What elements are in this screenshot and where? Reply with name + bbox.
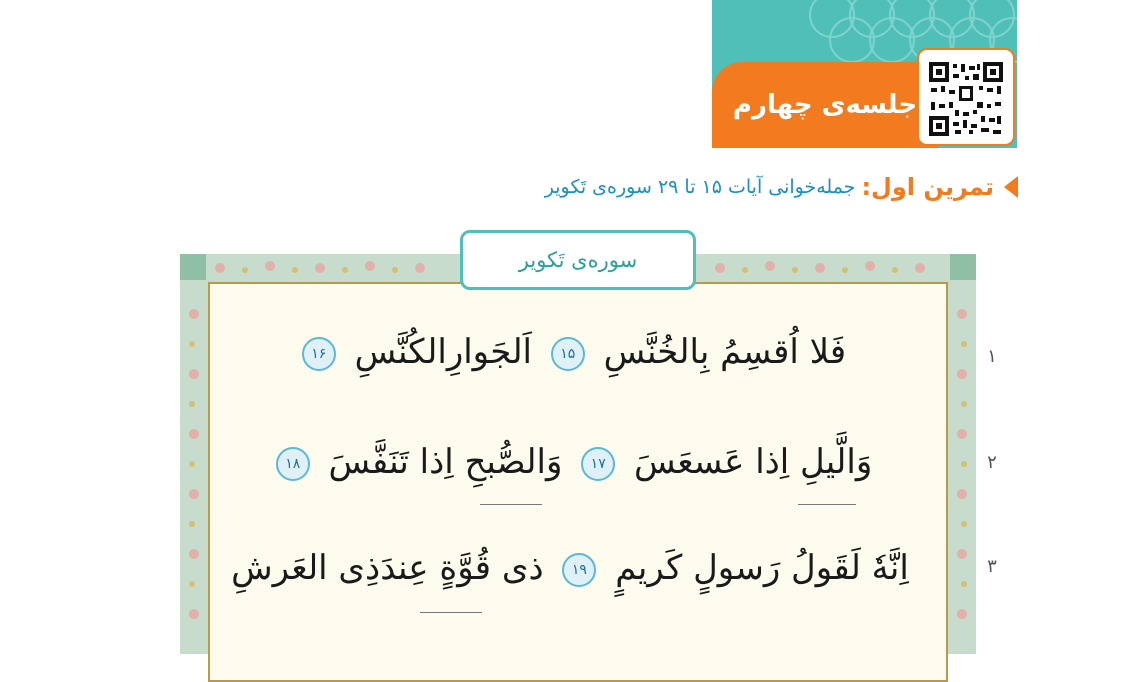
- verse-text: وَالَّیلِ اِذا عَسعَسَ: [634, 442, 873, 482]
- verse-line-2: [230, 442, 910, 482]
- ayah-number-marker: ۱۶: [302, 337, 336, 371]
- reading-underline: [480, 504, 542, 505]
- verse-text: فَلا اُقسِمُ بِالخُنَّسِ: [603, 332, 847, 372]
- qr-code-icon: [929, 62, 1003, 136]
- ayah-number-marker: ۱۹: [562, 553, 596, 587]
- ayah-number-marker: ۱۷: [581, 447, 615, 481]
- verse-text: وَالصُّبحِ اِذا تَنَفَّسَ: [328, 442, 563, 482]
- surah-name-label: سوره‌ی تَکویر: [460, 230, 696, 290]
- line-number: ۱: [987, 346, 997, 367]
- triangle-marker-icon: [1004, 176, 1018, 198]
- verse-text: ذی قُوَّةٍ عِندَذِی العَرشِ: [231, 548, 544, 588]
- session-title: جلسه‌ی چهارم: [732, 90, 918, 120]
- verse-line-3: [230, 548, 910, 588]
- exercise-label: تمرین اول:: [861, 173, 994, 201]
- ayah-number-marker: ۱۸: [276, 447, 310, 481]
- session-tab: [712, 62, 938, 148]
- verse-line-1: [230, 332, 910, 372]
- qr-code-box[interactable]: [917, 48, 1015, 146]
- exercise-heading: [545, 173, 1018, 201]
- ayah-number-marker: ۱۵: [551, 337, 585, 371]
- verse-text: اِنَّهٗ لَقَولُ رَسولٍ کَریمٍ: [615, 548, 909, 588]
- line-number: ۲: [987, 452, 997, 473]
- exercise-description: جمله‌خوانی آیات ۱۵ تا ۲۹ سوره‌ی تَکویر: [544, 176, 856, 198]
- line-number: ۳: [987, 556, 997, 577]
- reading-underline: [798, 504, 856, 505]
- reading-underline: [420, 612, 482, 613]
- verse-text: اَلجَوارِالکُنَّسِ: [354, 332, 532, 372]
